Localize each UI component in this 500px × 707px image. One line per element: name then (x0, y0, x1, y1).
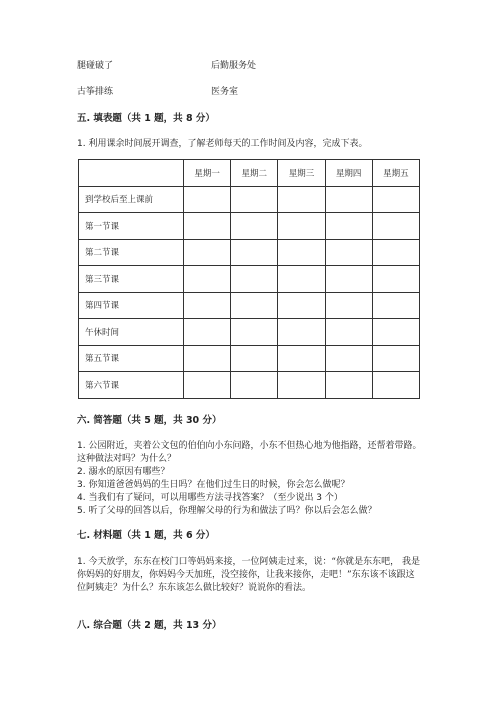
table-header-cell: 星期五 (372, 160, 419, 187)
section6-heading: 六. 简答题（共 5 题，共 30 分） (77, 415, 222, 426)
blank-cell[interactable] (372, 292, 419, 319)
blank-cell[interactable] (231, 372, 278, 399)
table-row (79, 292, 420, 319)
blank-cell[interactable] (184, 292, 231, 319)
blank-cell[interactable] (231, 239, 278, 266)
section7-question: 1. 今天放学，东东在校门口等妈妈来接，一位阿姨走过来，说：“你就是东东吧， 我是你妈妈的好朋友，你妈妈今天加班，没空接你，让我来接你，走吧！”东东该不该跟这位阿姨走？为什么？东东该怎么做比较好？说说你的看法。 (77, 557, 420, 593)
blank-cell[interactable] (231, 186, 278, 213)
blank-cell[interactable] (184, 319, 231, 346)
blank-cell[interactable] (184, 266, 231, 293)
blank-cell[interactable] (184, 345, 231, 372)
row-label: 午休时间 (79, 319, 184, 346)
blank-cell[interactable] (278, 372, 325, 399)
row-label: 第五节课 (79, 345, 184, 372)
blank-cell[interactable] (372, 213, 419, 240)
blank-cell[interactable] (372, 319, 419, 346)
table-header-row (79, 160, 420, 187)
blank-cell[interactable] (372, 239, 419, 266)
blank-cell[interactable] (325, 186, 372, 213)
blank-cell[interactable] (325, 266, 372, 293)
blank-cell[interactable] (278, 239, 325, 266)
blank-cell[interactable] (325, 213, 372, 240)
table-row (79, 319, 420, 346)
blank-cell[interactable] (372, 186, 419, 213)
table-row (79, 345, 420, 372)
option-right-1: 后勤服务处 (211, 61, 257, 71)
option-left-1: 腿碰破了 (77, 61, 114, 71)
blank-cell[interactable] (278, 319, 325, 346)
section6-question-5: 5. 听了父母的回答以后，你理解父母的行为和做法了吗？你以后会怎么做？ (77, 506, 377, 516)
blank-cell[interactable] (184, 213, 231, 240)
blank-cell[interactable] (325, 345, 372, 372)
blank-cell[interactable] (278, 292, 325, 319)
row-label: 第六节课 (79, 372, 184, 399)
teacher-schedule-table (78, 159, 420, 399)
row-label: 第二节课 (79, 239, 184, 266)
table-row (79, 266, 420, 293)
blank-cell[interactable] (372, 345, 419, 372)
option-left-2: 古筝排练 (77, 87, 114, 97)
table-row (79, 213, 420, 240)
section5-heading: 五. 填表题（共 1 题，共 8 分） (77, 113, 215, 124)
section6-question-2: 2. 溺水的原因有哪些？ (77, 467, 170, 477)
row-label: 第四节课 (79, 292, 184, 319)
blank-cell[interactable] (372, 266, 419, 293)
row-label: 第三节课 (79, 266, 184, 293)
blank-cell[interactable] (325, 239, 372, 266)
section6-question-4: 4. 当我们有了疑问，可以用哪些方法寻找答案？（至少说出 3 个） (77, 493, 343, 503)
blank-cell[interactable] (278, 186, 325, 213)
blank-cell[interactable] (325, 292, 372, 319)
blank-cell[interactable] (278, 345, 325, 372)
blank-cell[interactable] (231, 345, 278, 372)
blank-cell[interactable] (325, 319, 372, 346)
blank-cell[interactable] (184, 239, 231, 266)
blank-cell[interactable] (184, 372, 231, 399)
table-header-cell (79, 160, 184, 187)
row-label: 到学校后至上课前 (79, 186, 184, 213)
blank-cell[interactable] (278, 266, 325, 293)
option-right-2: 医务室 (211, 87, 239, 97)
table-row (79, 186, 420, 213)
table-row (79, 372, 420, 399)
section6-question-1: 1. 公园附近，夹着公文包的伯伯向小东问路，小东不但热心地为他指路，还帮着带路。这种做法对吗？为什么？ (77, 441, 422, 464)
blank-cell[interactable] (231, 266, 278, 293)
section6-question-3: 3. 你知道爸爸妈妈的生日吗？在他们过生日的时候，你会怎么做呢？ (77, 480, 350, 490)
section8-heading: 八. 综合题（共 2 题，共 13 分） (77, 620, 222, 631)
table-header-cell: 星期四 (325, 160, 372, 187)
blank-cell[interactable] (231, 292, 278, 319)
table-header-cell: 星期一 (184, 160, 231, 187)
section5-question: 1. 利用课余时间展开调查，了解老师每天的工作时间及内容，完成下表。 (77, 139, 368, 149)
blank-cell[interactable] (372, 372, 419, 399)
table-header-cell: 星期三 (278, 160, 325, 187)
table-header-cell: 星期二 (231, 160, 278, 187)
table-row (79, 239, 420, 266)
blank-cell[interactable] (184, 186, 231, 213)
blank-cell[interactable] (231, 319, 278, 346)
section7-heading: 七. 材料题（共 1 题，共 6 分） (77, 530, 215, 541)
row-label: 第一节课 (79, 213, 184, 240)
blank-cell[interactable] (278, 213, 325, 240)
blank-cell[interactable] (325, 372, 372, 399)
blank-cell[interactable] (231, 213, 278, 240)
